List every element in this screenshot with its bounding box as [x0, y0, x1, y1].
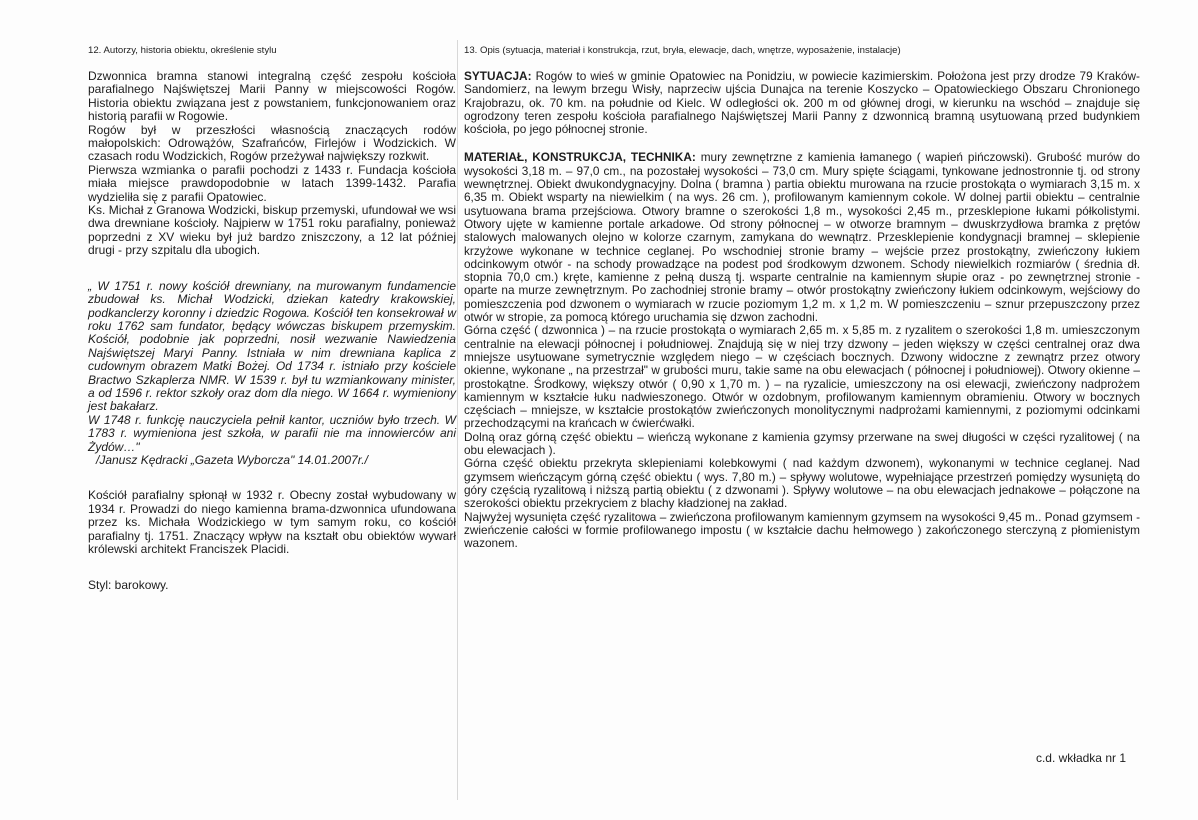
spacer — [464, 136, 1140, 151]
history-paragraph-5: Kościół parafialny spłonął w 1932 r. Obecny został wybudowany w 1934 r. Prowadzi do niego kamienna brama-dzwonnica ufundowana przez ks. Michała Wodzickiego w tym samym roku, co kościół parafialny tj. 1751. Znaczący wpływ na kształt obu obiektów wywarł królewski architekt Franciszek Placidi. — [88, 488, 456, 556]
material-label: MATERIAŁ, KONSTRUKCJA, TECHNIKA: — [464, 150, 696, 165]
spacer — [88, 258, 456, 280]
situation-paragraph — [464, 70, 1140, 136]
cornice-paragraph: Dolną oraz górną część obiektu – wieńczą wykonane z kamienia gzymsy przerwane na swej długości w części ryzalitowej ( na obu elewacjach ). — [464, 429, 1140, 458]
material-paragraph — [464, 151, 1140, 324]
section-12-heading: 12. Autorzy, historia obiektu, określenie stylu — [88, 45, 277, 56]
situation-text: Rogów to wieś w gminie Opatowiec na Ponidziu, w powiecie kazimierskim. Położona jest przy drodze 79 Kraków-Sandomierz, na lewym brzegu Wisły, naprzeciw ujścia Dunajca na terenie Koszycko – Opatowieckiego Obszaru Chronionego Krajobrazu, ok. 70 km. na południe od Kielc. W odległości ok. 200 m od głównej drogi, w kierunku na wschód – znajduje się ogrodzony teren zespołu kościoła parafialnego Najświętszej Marii Panny z dzwonnicą bramną usytuowaną przed budynkiem kościoła, po jego północnej stronie. — [464, 69, 1140, 137]
column-divider — [457, 40, 458, 800]
history-paragraph-4: Ks. Michał z Granowa Wodzicki, biskup przemyski, ufundował we wsi dwa drewniane kościoły. Najpierw w 1751 roku parafialny, ponieważ poprzedni z XV wieku był już bardzo zniszczony, a 12 lat później drugi - przy szpitalu dla ubogich. — [88, 203, 456, 258]
material-text: mury zewnętrzne z kamienia łamanego ( wapień pińczowski). Grubość murów do wysokości 3,18 m. – 97,0 cm., na pozostałej wysokości – 73,0 cm. Mury spięte ściągami, tynkowane jednostronnie tj. od strony wewnętrznej. Obiekt dwukondygnacyjny. Dolna ( bramna ) partia obiektu murowana na rzucie prostokąta o wymiarach 3,15 m. x 6,35 m. Obiekt wsparty na niewielkim ( na wys. 26 cm. ), profilowanym kamiennym cokole. W dolnej partii obiektu – centralnie usytuowana brama przejściowa. Otwory bramne o szerokości 1,8 m., wysokości 2,45 m., przesklepione łukami półkolistymi. Otwory ujęte w kamienne portale arkadowe. Od strony północnej – w otworze bramnym – dwuskrzydłowa bramka z prętów stalowych malowanych olejno w kolorze czarnym, zamykana do wewnątrz. Przesklepienie kondygnacji bramnej – sklepienie krzyżowe wykonane w technice ceglanej. Po wschodniej stronie bramy – wejście przez prostokątny, zwieńczony łukiem odcinkowym otwór - na schody prowadzące na podest pod środkowym dzwonem. Schody niewielkich rozmiarów ( średnia dł. stopnia 70,0 cm.) kręte, kamienne z pełną duszą tj. wsparte centralnie na kamiennym słupie oraz - po zewnętrznej stronie - oparte na murze zewnętrznym. Po zachodniej stronie bramy – otwór prostokątny zwieńczony łukiem odcinkowym, wejściowy do pomieszczenia pod dzwonem o wymiarach w rzucie poziomym 1,2 m. x 1,2 m. W pomieszczeniu – sznur przepuszczony przez otwór w stropie, za pomocą którego uruchamia się dzwon zachodni. — [464, 150, 1140, 325]
quote-source: /Janusz Kędracki „Gazeta Wyborcza" 14.01.2007r./ — [96, 452, 368, 467]
history-paragraph-1: Dzwonnica bramna stanowi integralną część zespołu kościoła parafialnego Najświętszej Marii Panny w miejscowości Rogów. Historia obiektu związana jest z powstaniem, funkcjonowaniem oraz historią parafii w Rogowie. — [88, 69, 456, 124]
history-paragraph-2: Rogów był w przeszłości własnością znaczących rodów małopolskich: Odrowążów, Szafrańców, Firlejów i Wodzickich. W czasach rodu Wodzickich, Rogów przeżywał największy rozkwit. — [88, 122, 456, 164]
history-paragraph-3: Pierwsza wzmianka o parafii pochodzi z 1433 r. Fundacja kościoła miała miejsce prawdopodobnie w latach 1399-1432. Parafia wydzieliła się z parafii Opatowiec. — [88, 162, 456, 204]
spacer — [88, 467, 456, 489]
quote-paragraph-2: W 1748 r. funkcję nauczyciela pełnił kantor, uczniów było trzech. W 1783 r. wymieniona jest szkoła, w parafii nie ma innowierców ani Żydów…" — [88, 412, 456, 454]
section-13-heading: 13. Opis (sytuacja, materiał i konstrukcja, rzut, bryła, elewacje, dach, wnętrze, wyposażenie, instalacje) — [464, 45, 901, 56]
top-paragraph: Najwyżej wysunięta część ryzalitowa – zwieńczona profilowanym kamiennym gzymsem na wysokości 9,45 m.. Ponad gzymsem - zwieńczenie całości w formie profilowanego impostu ( w kształcie dachu hełmowego ) zakończonego sterczyną z płomienistym wazonem. — [464, 509, 1140, 551]
upper-part-paragraph: Górna część ( dzwonnica ) – na rzucie prostokąta o wymiarach 2,65 m. x 5,85 m. z ryzalitem o szerokości 1,8 m. umieszczonym centralnie na elewacji północnej i południowej. Znajdują się w niej trzy dzwony – jeden większy w części centralnej oraz dwa mniejsze usytuowane symetrycznie względem niego – w częściach bocznych. Dzwony widoczne z zewnątrz przez otwory okienne, wykonane „ na przestrzał" w grubości muru, takie same na obu elewacjach ( północnej i południowej). Otwory okienne – prostokątne. Środkowy, większy otwór ( 0,90 x 1,70 m. ) – na ryzalicie, umieszczony na osi elewacji, zwieńczony nadprożem kamiennym w kształcie łuku nadwieszonego. Otwór w ozdobnym, profilowanym kamiennym obramieniu. Otwory w bocznych częściach – mniejsze, w kształcie prostokątów zwieńczonych monolitycznymi nadprożami kamiennymi, z poziomymi odcinkami przechodzącymi na krańcach w ćwierćwałki. — [464, 323, 1140, 431]
right-column — [464, 45, 1140, 550]
quote-paragraph-1: „ W 1751 r. nowy kościół drewniany, na murowanym fundamencie zbudował ks. Michał Wodzicki, dziekan katedry krakowskiej, podkanclerzy koronny i dziedzic Rogowa. Kościół ten konsekrował w roku 1762 sam fundator, będący wówczas biskupem przemyskim. Kościół, podobnie jak poprzedni, nosił wezwanie Nawiedzenia Najświętszej Maryi Panny. Istniała w nim drewniana kaplica z cudownym obrazem Matki Bożej. Od 1734 r. istniało przy kościele Bractwo Szkaplerza NMR. W 1539 r. był tu wzmiankowany minister, a od 1596 r. rektor szkoły oraz dom dla niego. W 1664 r. wymieniony jest bakałarz. — [88, 278, 456, 414]
spacer — [88, 556, 456, 578]
situation-label: SYTUACJA: — [464, 69, 532, 83]
style-note: Styl: barokowy. — [88, 578, 169, 593]
left-column — [88, 45, 456, 592]
vault-paragraph: Górna część obiektu przekryta sklepieniami kolebkowymi ( nad każdym dzwonem), wykonanymi w technice ceglanej. Nad gzymsem wieńczącym górną część obiektu ( wys. 7,80 m.) – spływy wolutowe, wypełniające przestrzeń pomiędzy wysuniętą do góry częścią ryzalitową i niższą partią obiektu ( z dzwonami ). Spływy wolutowe – na obu elewacjach jednakowe – połączone na szerokości obiektu przekryciem z blachy kładzionej na zakład. — [464, 456, 1140, 511]
continuation-note: c.d. wkładka nr 1 — [1035, 751, 1126, 765]
